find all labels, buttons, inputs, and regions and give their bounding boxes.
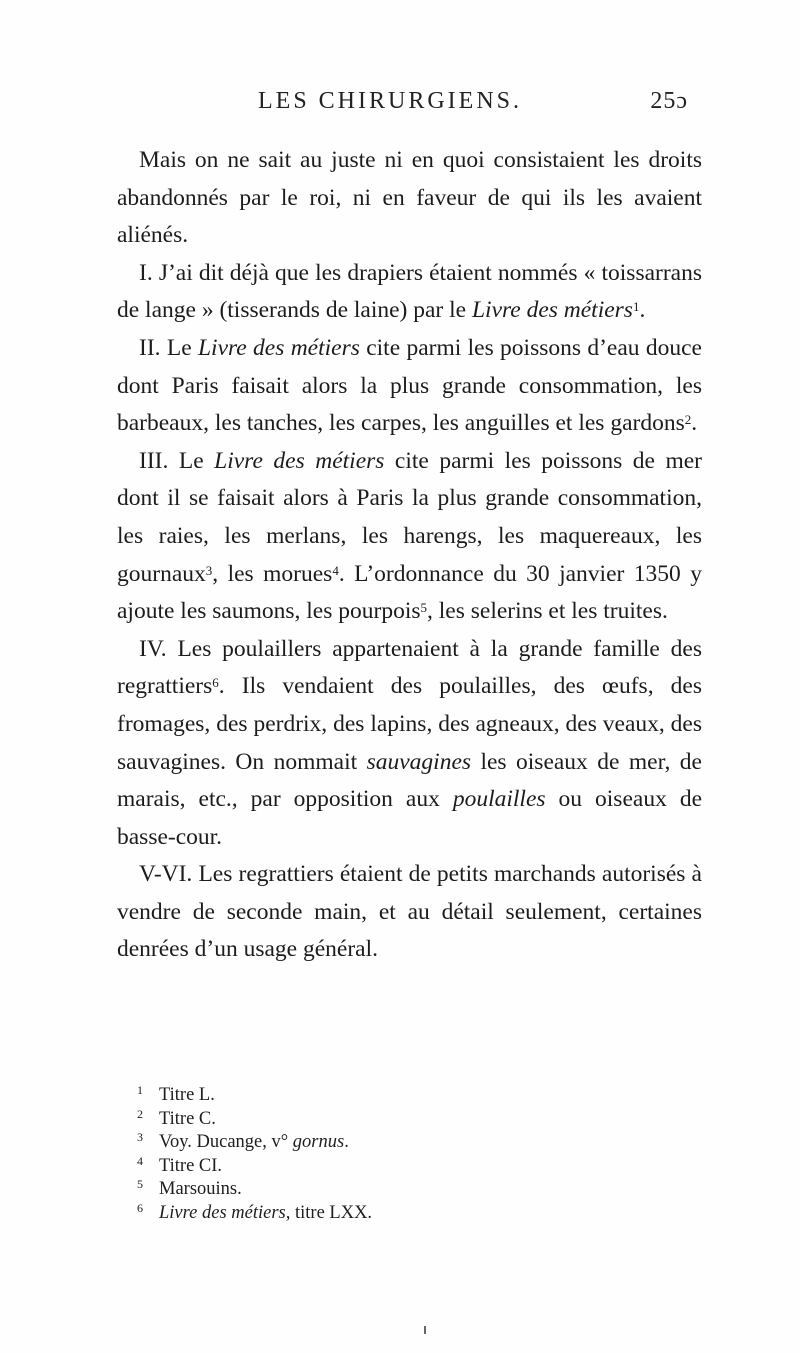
- paragraph-ii: II. Le Livre des métiers cite parmi les poissons d’eau douce dont Paris faisait alors la plus grande consommation, les barbeaux, les tanches, les carpes, les anguilles et les gardons$^2$.: [117, 334, 702, 437]
- footnote-ref: 3: [205, 562, 213, 578]
- footnote: [137, 1178, 697, 1202]
- footnote-text: Titre C.: [159, 1108, 216, 1129]
- footnote-text: Titre CI.: [159, 1155, 223, 1176]
- print-speck: [424, 1326, 426, 1334]
- footnote-ref: 4: [332, 562, 339, 578]
- footnote-text: Marsouins.: [159, 1179, 242, 1199]
- footnote: [137, 1131, 697, 1155]
- footnote-number: 5: [137, 1177, 143, 1191]
- footnotes: [137, 1084, 697, 1225]
- main-text: [117, 142, 702, 969]
- paragraph-i: I. J’ai dit déjà que les drapiers étaient nommés « toissarrans de lange » (tisserands de laine) par le Livre des métiers$^1$.: [117, 259, 702, 324]
- footnote-text: Voy. Ducange, v° gornus.: [159, 1132, 349, 1152]
- footnote-number: 4: [137, 1153, 143, 1168]
- footnote-number: 6: [137, 1200, 143, 1215]
- footnote-text: Livre des métiers, titre LXX.: [159, 1202, 373, 1223]
- footnote-ref: 5: [420, 600, 428, 616]
- footnote: [137, 1108, 697, 1132]
- footnote-ref: 1: [632, 299, 640, 315]
- paragraph-iii: III. Le Livre des métiers cite parmi les poissons de mer dont il se faisait alors à Paris la plus grande consommation, les raies, les merlans, les harengs, les maquereaux, les gournaux$^3$, les morues$^4$. L’ordonnance du 30 janvier 1350 y ajoute les saumons, les pourpois$^5$, les selerins et les truites.: [117, 447, 702, 625]
- footnote: [137, 1084, 697, 1108]
- footnote-text: Titre L.: [159, 1085, 215, 1105]
- running-header: [258, 88, 688, 118]
- footnote: [137, 1202, 697, 1226]
- footnote-ref: 2: [684, 412, 692, 428]
- paragraph-v-vi: V-VI. Les regrattiers étaient de petits marchands autorisés à vendre de seconde main, et au détail seulement, certaines denrées d’un usage général.: [117, 861, 702, 963]
- footnote-ref: 6: [212, 675, 219, 691]
- footnote-number: 3: [137, 1130, 143, 1144]
- footnote: [137, 1155, 697, 1179]
- footnote-number: 1: [137, 1083, 143, 1097]
- page-number: 25ɔ: [650, 88, 688, 114]
- footnote-number: 2: [137, 1106, 143, 1121]
- paragraph-intro: Mais on ne sait au juste ni en quoi consistaient les droits abandonnés par le roi, ni en faveur de qui ils les avaient aliénés.: [117, 147, 702, 249]
- running-title: LES CHIRURGIENS.: [258, 88, 523, 114]
- paragraph-iv: IV. Les poulaillers appartenaient à la grande famille des regrattiers$^6$. Ils vendaient des poulailles, des œufs, des fromages, des perdrix, des lapins, des agneaux, des veaux, des sauvagines. On nommait sauvagines les oiseaux de mer, de marais, etc., par opposition aux poulailles ou oiseaux de basse-cour.: [117, 635, 702, 850]
